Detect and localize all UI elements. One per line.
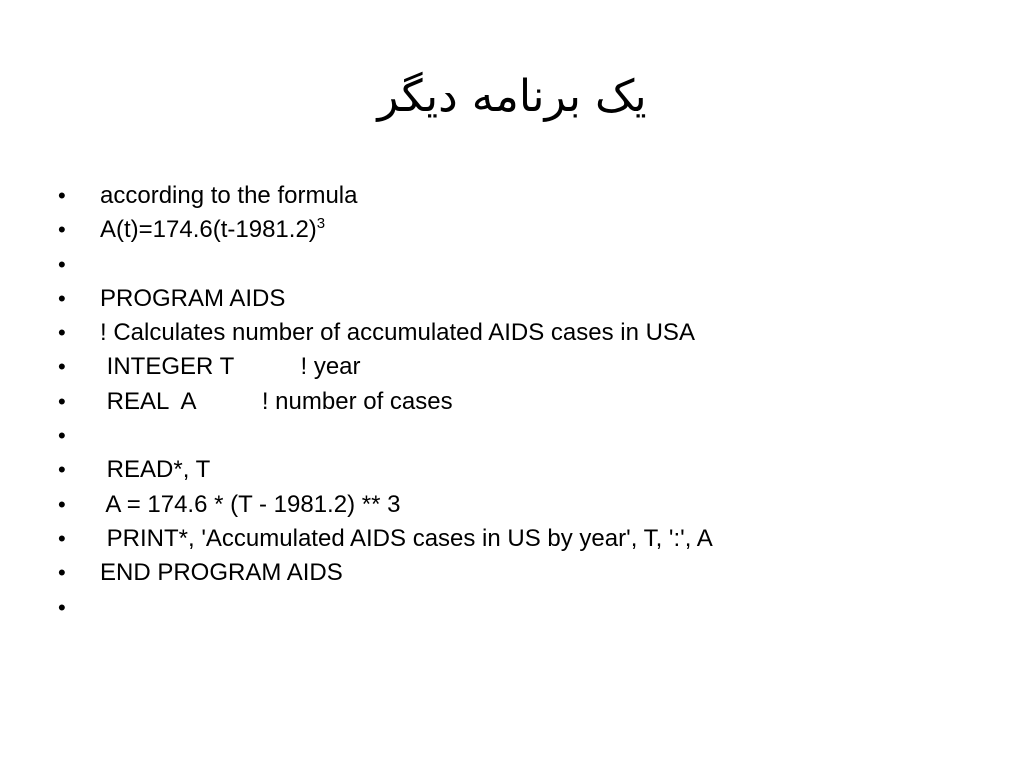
bullet-text: READ*, T: [100, 456, 211, 484]
formula-exponent: 3: [316, 215, 326, 233]
bullet-item: [58, 179, 713, 213]
bullet-text: PRINT*, 'Accumulated AIDS cases in US by year', T, ':', A: [100, 524, 713, 552]
bullet-text: END PROGRAM AIDS: [100, 559, 343, 587]
bullet-item: [58, 385, 713, 419]
slide-title: یک برنامه دیگر: [377, 71, 647, 122]
bullet-text: A = 174.6 * (T - 1981.2) ** 3: [100, 490, 401, 518]
bullet-text: according to the formula: [100, 182, 358, 209]
bullet-icon: •: [58, 491, 66, 517]
bullet-item: [58, 488, 713, 522]
bullet-item: [58, 350, 713, 384]
bullet-item: [58, 591, 713, 625]
bullet-icon: •: [58, 594, 66, 620]
bullet-text-formula: [100, 213, 325, 247]
bullet-icon: •: [58, 251, 66, 277]
bullet-icon: •: [58, 320, 66, 346]
bullet-icon: •: [58, 183, 66, 208]
bullet-icon: •: [58, 285, 66, 311]
bullet-item: [58, 556, 713, 590]
bullet-icon: •: [58, 354, 66, 380]
bullet-icon: •: [58, 217, 66, 243]
bullet-item: [58, 522, 713, 556]
bullet-item: [58, 282, 713, 316]
bullet-text: REAL A ! number of cases: [100, 387, 453, 415]
bullet-item: [58, 419, 713, 453]
formula-text: A(t)=174.6(t-1981.2): [100, 216, 317, 244]
bullet-item: [58, 213, 713, 247]
bullet-text: ! Calculates number of accumulated AIDS cases in USA: [100, 319, 695, 347]
bullet-item: [58, 248, 713, 282]
bullet-icon: •: [58, 560, 66, 586]
bullet-text: INTEGER T ! year: [100, 353, 361, 381]
bullet-text: PROGRAM AIDS: [100, 284, 286, 312]
bullet-list: [58, 179, 713, 625]
bullet-icon: •: [58, 423, 66, 449]
bullet-item: [58, 316, 713, 350]
bullet-icon: •: [58, 457, 66, 483]
bullet-icon: •: [58, 388, 66, 414]
bullet-item: [58, 453, 713, 487]
bullet-icon: •: [58, 525, 66, 551]
